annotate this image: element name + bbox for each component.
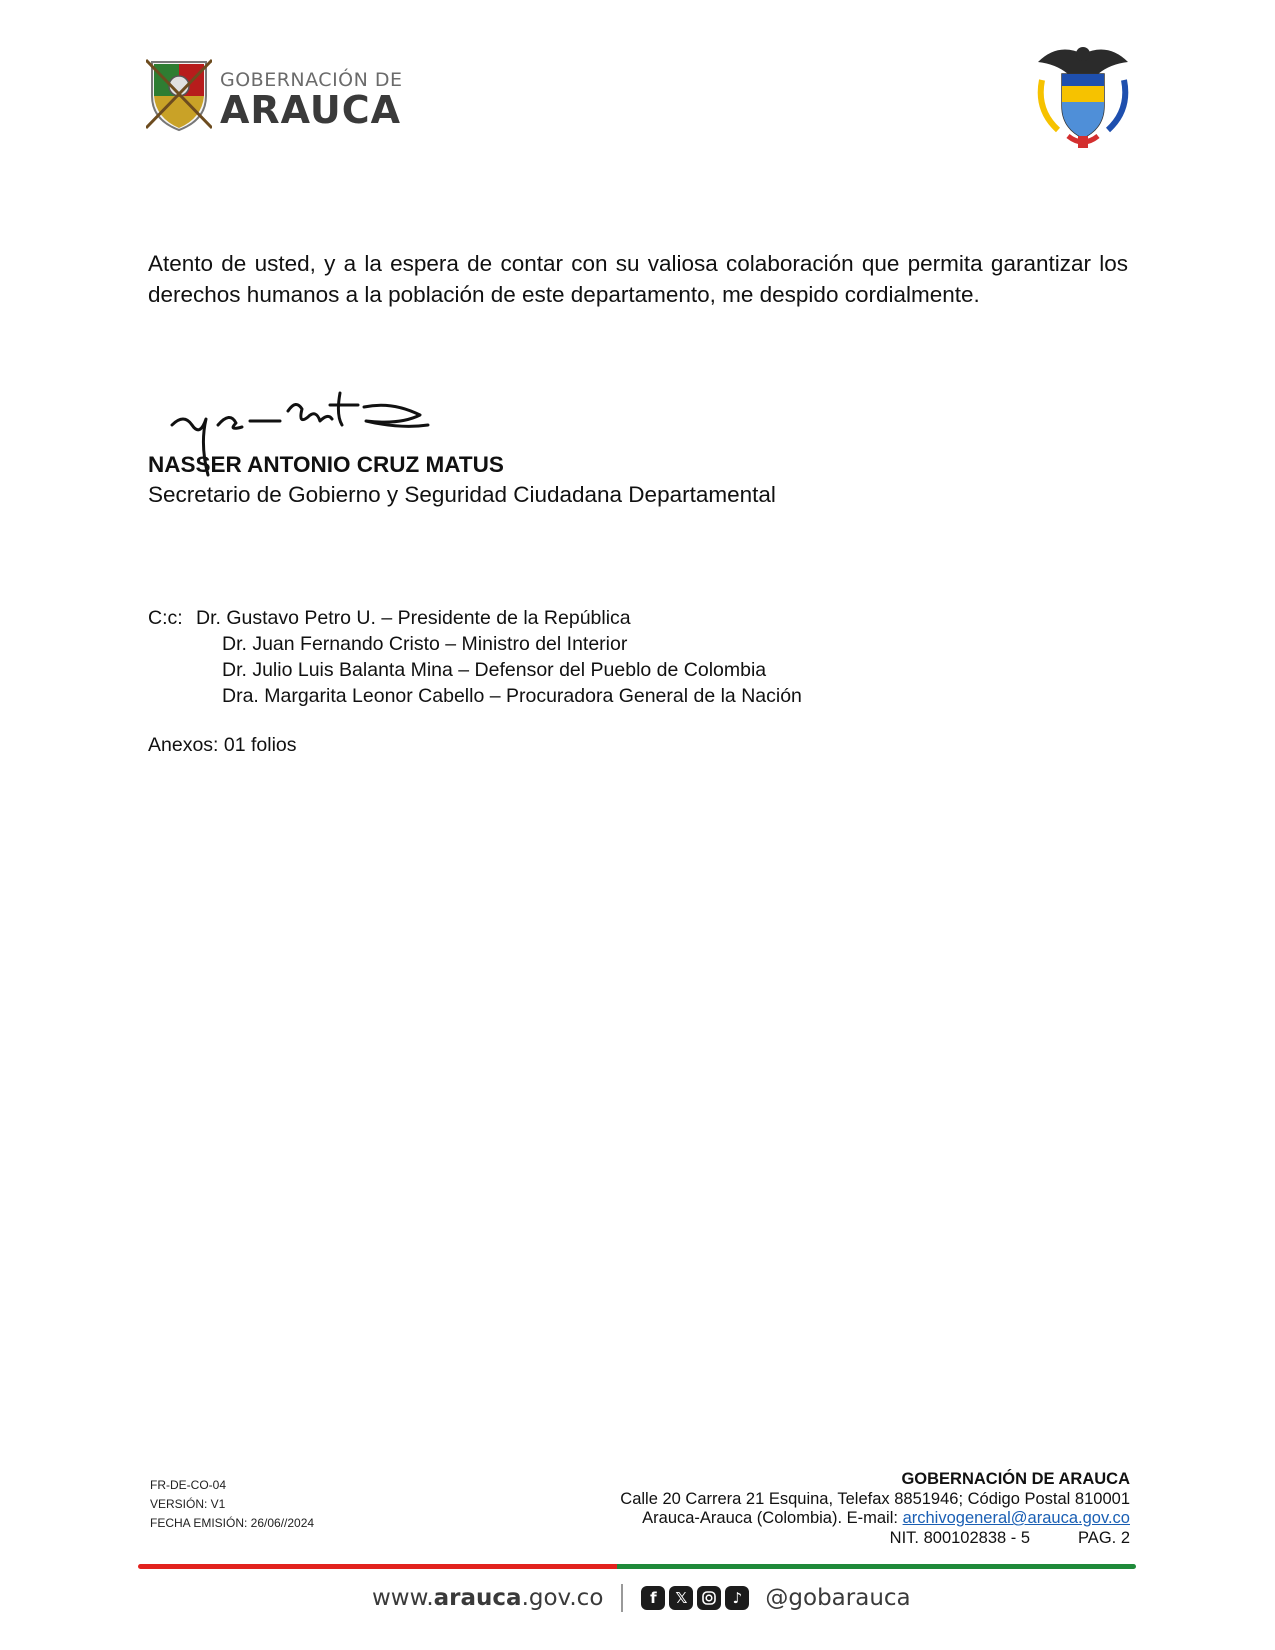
footer-email-link[interactable]: archivogeneral@arauca.gov.co: [902, 1509, 1130, 1527]
document-version: VERSIÓN: V1: [150, 1497, 226, 1511]
arauca-shield-icon: [146, 58, 212, 132]
footer-email-prefix: Arauca-Arauca (Colombia). E-mail:: [642, 1509, 898, 1527]
cc-row: [148, 605, 802, 631]
footer-address: Calle 20 Carrera 21 Esquina, Telefax 8851946; Código Postal 810001: [620, 1489, 1130, 1508]
document-code: FR-DE-CO-04: [150, 1478, 227, 1492]
document-control: [150, 1476, 314, 1533]
instagram-icon[interactable]: [697, 1586, 721, 1610]
cc-recipient: Dr. Gustavo Petro U. – Presidente de la República: [196, 607, 631, 629]
cc-recipient: Dra. Margarita Leonor Cabello – Procuradora General de la Nación: [222, 685, 802, 707]
cc-recipient: Dr. Juan Fernando Cristo – Ministro del Interior: [222, 633, 628, 655]
footer-web-social: [372, 1578, 911, 1618]
website-link[interactable]: www.arauca.gov.co: [372, 1585, 604, 1611]
contact-block: [620, 1470, 1130, 1548]
page-number: PAG. 2: [1078, 1528, 1130, 1547]
signer-name: NASSER ANTONIO CRUZ MATUS: [148, 452, 504, 477]
gobernacion-arauca-logo: [146, 58, 406, 132]
footer-bar-red: [138, 1564, 617, 1569]
annexes: Anexos: 01 folios: [148, 734, 297, 756]
logo-org-small: GOBERNACIÓN DE: [220, 69, 403, 91]
social-handle[interactable]: @gobarauca: [765, 1585, 911, 1611]
closing-paragraph: Atento de usted, y a la espera de contar con su valiosa colaboración que permita garantizar los derechos humanos a la población de este departamento, me despido cordialmente.: [148, 250, 1128, 307]
footer-nit-line: [620, 1529, 1130, 1549]
document-date: FECHA EMISIÓN: 26/06//2024: [150, 1516, 315, 1530]
footer-color-bar: [138, 1564, 1136, 1569]
x-icon[interactable]: 𝕏: [669, 1586, 693, 1610]
colombia-coat-of-arms: [1028, 40, 1138, 150]
coat-of-arms-icon: [1028, 40, 1138, 150]
logo-org-big: ARAUCA: [220, 88, 402, 132]
cc-list: [148, 605, 802, 709]
footer-nit: NIT. 800102838 - 5: [889, 1528, 1031, 1547]
logo-text: [220, 70, 403, 130]
footer-org: GOBERNACIÓN DE ARAUCA: [901, 1470, 1130, 1488]
footer-email-line: [620, 1509, 1130, 1529]
tiktok-icon[interactable]: ♪: [725, 1586, 749, 1610]
signer-title: Secretario de Gobierno y Seguridad Ciudadana Departamental: [148, 482, 776, 507]
footer-separator: [621, 1584, 623, 1612]
facebook-icon[interactable]: f: [641, 1586, 665, 1610]
cc-recipient: Dr. Julio Luis Balanta Mina – Defensor del Pueblo de Colombia: [222, 659, 767, 681]
footer-bar-green: [617, 1564, 1136, 1569]
cc-label: C:c:: [148, 607, 183, 629]
